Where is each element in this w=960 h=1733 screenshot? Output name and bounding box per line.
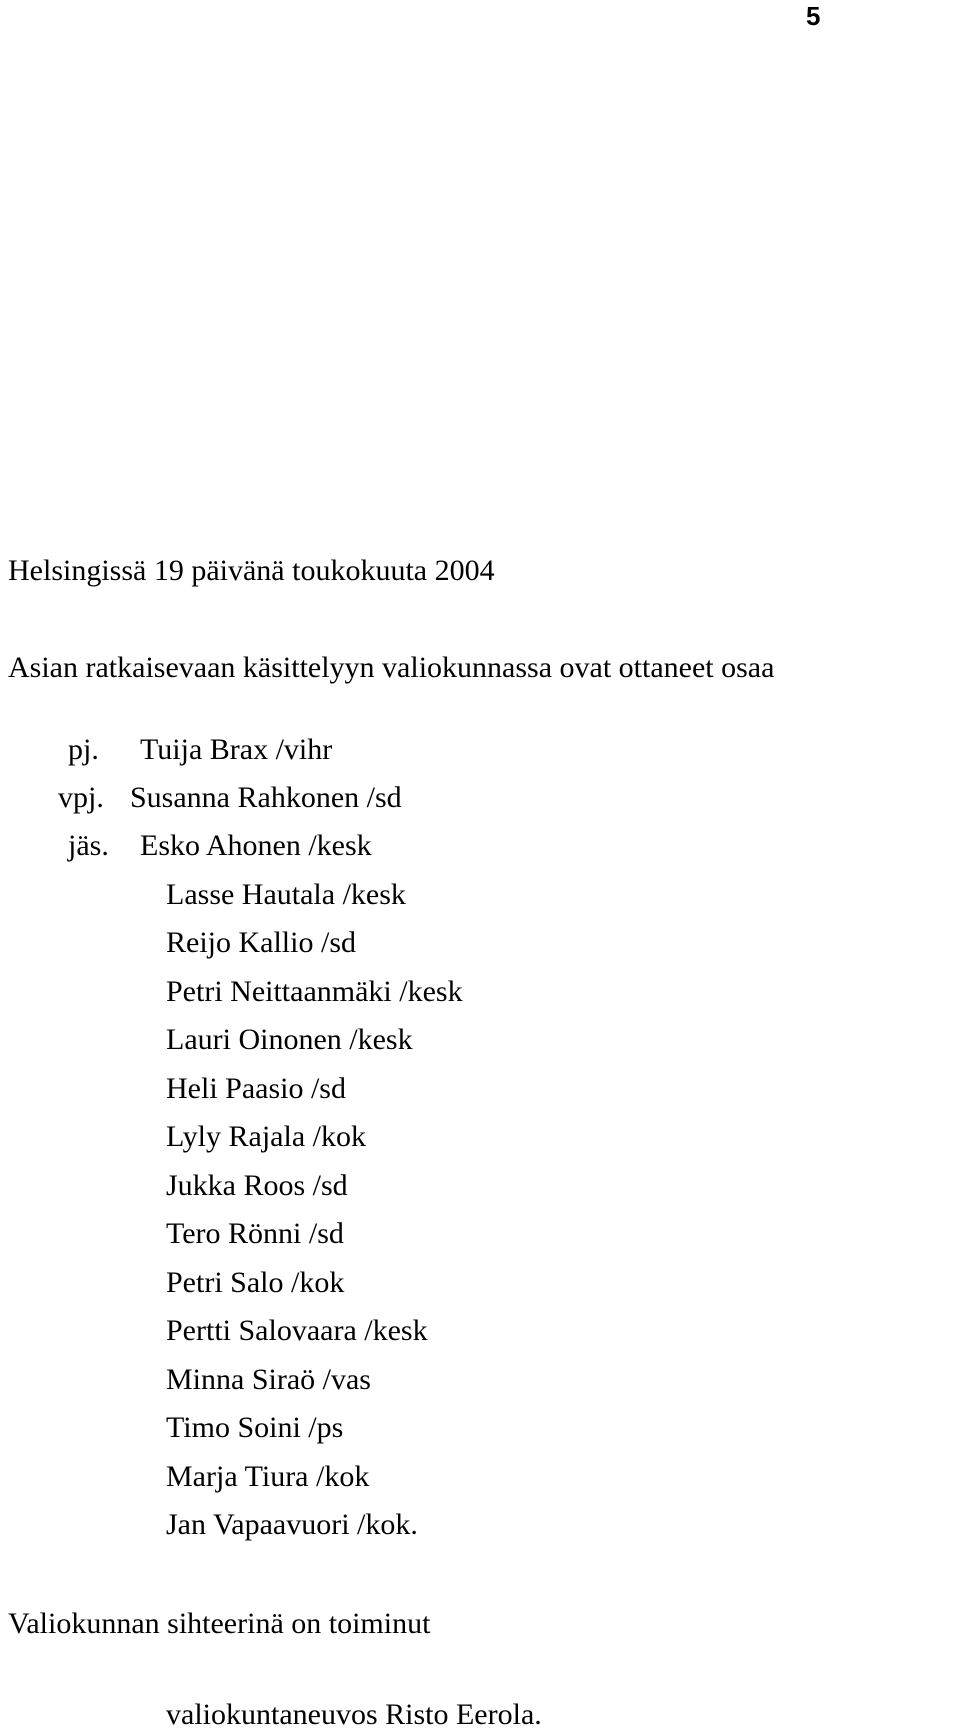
- member-name: Pertti Salovaara /kesk: [166, 1314, 428, 1347]
- member-name: Petri Neittaanmäki /kesk: [166, 975, 463, 1008]
- member-name: Esko Ahonen /kesk: [140, 829, 372, 862]
- member-name: Timo Soini /ps: [166, 1411, 344, 1444]
- member-name: Heli Paasio /sd: [166, 1072, 346, 1105]
- member-name: Lasse Hautala /kesk: [166, 878, 406, 911]
- member-name: Jukka Roos /sd: [166, 1169, 348, 1202]
- member-name: Marja Tiura /kok: [166, 1460, 370, 1493]
- secretary-name: valiokuntaneuvos Risto Eerola.: [166, 1698, 542, 1731]
- secretary-label: Valiokunnan sihteerinä on toiminut: [8, 1607, 431, 1640]
- chair-name: Tuija Brax /vihr: [140, 733, 333, 766]
- member-name: Minna Siraö /vas: [166, 1363, 371, 1396]
- chair-role: pj.: [68, 733, 99, 766]
- member-name: Jan Vapaavuori /kok.: [166, 1508, 418, 1541]
- member-name: Lyly Rajala /kok: [166, 1120, 366, 1153]
- page-number: 5: [806, 1, 821, 31]
- vice-chair-name: Susanna Rahkonen /sd: [130, 781, 402, 814]
- participants-intro: Asian ratkaisevaan käsittelyyn valiokunnassa ovat ottaneet osaa: [8, 651, 775, 684]
- vice-chair-role: vpj.: [58, 781, 104, 814]
- member-name: Lauri Oinonen /kesk: [166, 1023, 413, 1056]
- member-name: Petri Salo /kok: [166, 1266, 345, 1299]
- date-line: Helsingissä 19 päivänä toukokuuta 2004: [8, 554, 495, 587]
- member-name: Tero Rönni /sd: [166, 1217, 344, 1250]
- member-name: Reijo Kallio /sd: [166, 926, 356, 959]
- members-role: jäs.: [68, 829, 109, 862]
